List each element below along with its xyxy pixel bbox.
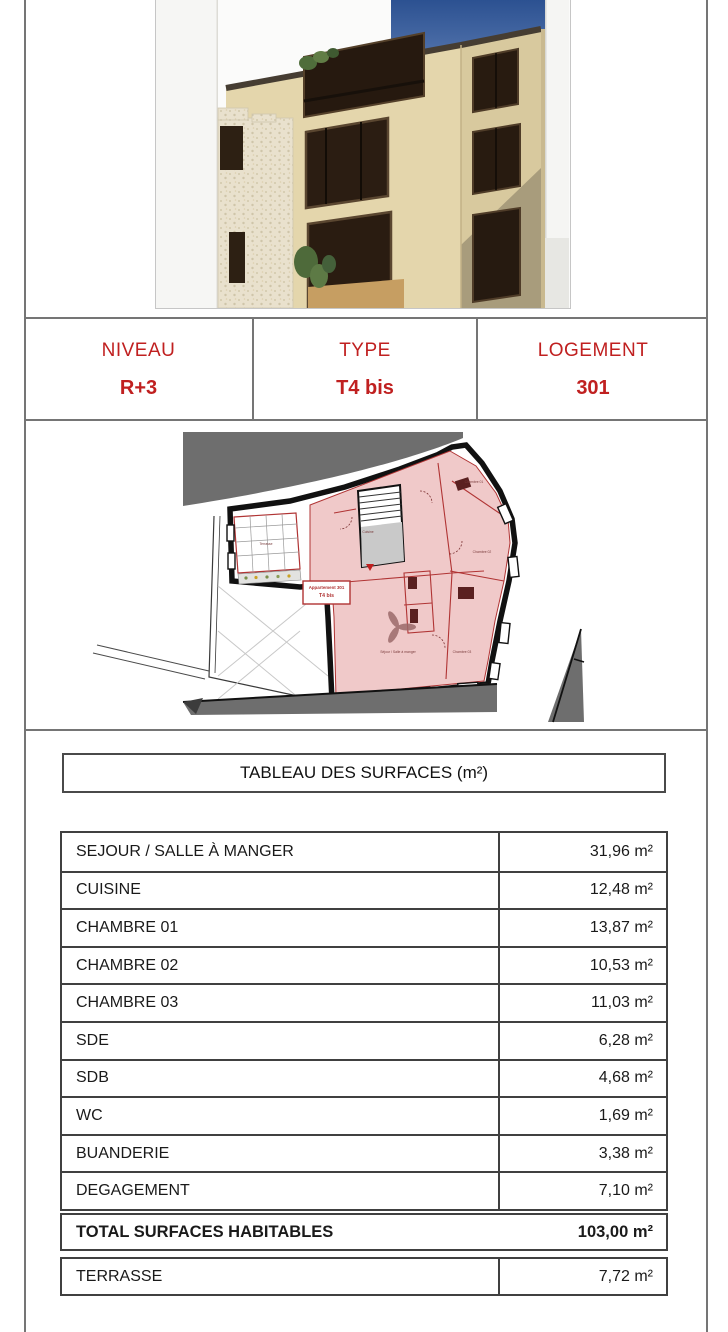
room-label-cuisine: Cuisine <box>362 530 374 534</box>
total-value: 103,00 m² <box>577 1222 653 1241</box>
room-label-cell: SDB <box>62 1061 500 1097</box>
table-row <box>62 1096 666 1134</box>
area-value-cell: 10,53 m² <box>589 956 653 974</box>
area-value-cell: 11,03 m² <box>591 994 653 1012</box>
room-label-cell: CUISINE <box>62 873 500 909</box>
building-render-illustration <box>156 0 569 308</box>
terrasse-row <box>60 1257 668 1296</box>
niveau-label: NIVEAU <box>101 340 176 361</box>
header-cell-logement <box>476 319 708 421</box>
table-row <box>62 983 666 1021</box>
room-label-chambre01: Chambre 01 <box>464 480 484 484</box>
table-row <box>62 1021 666 1059</box>
apartment-label-line1: Appartement 301 <box>308 585 345 590</box>
logement-label: LOGEMENT <box>537 340 649 361</box>
area-value-cell: 7,10 m² <box>598 1182 653 1200</box>
building-photo <box>155 0 571 309</box>
apartment-label-box <box>303 581 350 604</box>
table-row <box>62 871 666 909</box>
room-label-cell: CHAMBRE 03 <box>62 985 500 1021</box>
terrace <box>234 513 301 584</box>
table-row <box>62 908 666 946</box>
area-value-cell: 12,48 m² <box>589 881 653 899</box>
type-value: T4 bis <box>336 377 394 399</box>
table-row <box>62 833 666 871</box>
table-row <box>62 1059 666 1097</box>
staircase <box>358 485 404 571</box>
room-label-cell: WC <box>62 1098 500 1134</box>
area-value-cell: 1,69 m² <box>598 1106 653 1124</box>
type-label: TYPE <box>339 340 391 361</box>
room-label-cell: CHAMBRE 02 <box>62 948 500 984</box>
area-value-cell: 6,28 m² <box>598 1031 653 1049</box>
surfaces-title: TABLEAU DES SURFACES (m²) <box>239 763 489 782</box>
room-label-chambre02: Chambre 02 <box>472 550 492 554</box>
total-label: TOTAL SURFACES HABITABLES <box>76 1222 334 1241</box>
apartment-label-line2: T4 bis <box>319 593 334 599</box>
room-label-terrasse: Terrasse <box>259 542 273 546</box>
floor-plan-drawing <box>0 421 728 730</box>
room-label-chambre03: Chambre 03 <box>452 650 472 654</box>
table-row <box>62 1134 666 1172</box>
area-value-cell: 13,87 m² <box>589 918 653 936</box>
niveau-value: R+3 <box>119 377 158 399</box>
adjacent-roof-right <box>548 629 584 722</box>
room-label-cell: CHAMBRE 01 <box>62 910 500 946</box>
room-label-cell: SDE <box>62 1023 500 1059</box>
header-cell-type <box>252 319 476 421</box>
header-cell-niveau <box>25 319 252 421</box>
table-row <box>62 1171 666 1209</box>
area-value-cell: 3,38 m² <box>598 1144 653 1162</box>
terrasse-value: 7,72 m² <box>598 1267 653 1285</box>
total-row <box>60 1213 668 1251</box>
floor-plan <box>0 421 728 730</box>
surfaces-table <box>60 831 668 1211</box>
area-value-cell: 4,68 m² <box>598 1069 653 1087</box>
surfaces-title-box <box>62 753 666 793</box>
room-label-sejour: Séjour / Salle à manger <box>380 650 416 654</box>
area-value-cell: 31,96 m² <box>589 842 653 860</box>
terrasse-label: TERRASSE <box>62 1259 500 1294</box>
room-label-cell: BUANDERIE <box>62 1136 500 1172</box>
table-row <box>62 946 666 984</box>
room-label-cell: SEJOUR / SALLE À MANGER <box>62 833 500 871</box>
logement-value: 301 <box>576 377 610 399</box>
unit-header-row <box>25 319 708 421</box>
room-label-cell: DEGAGEMENT <box>62 1173 500 1209</box>
